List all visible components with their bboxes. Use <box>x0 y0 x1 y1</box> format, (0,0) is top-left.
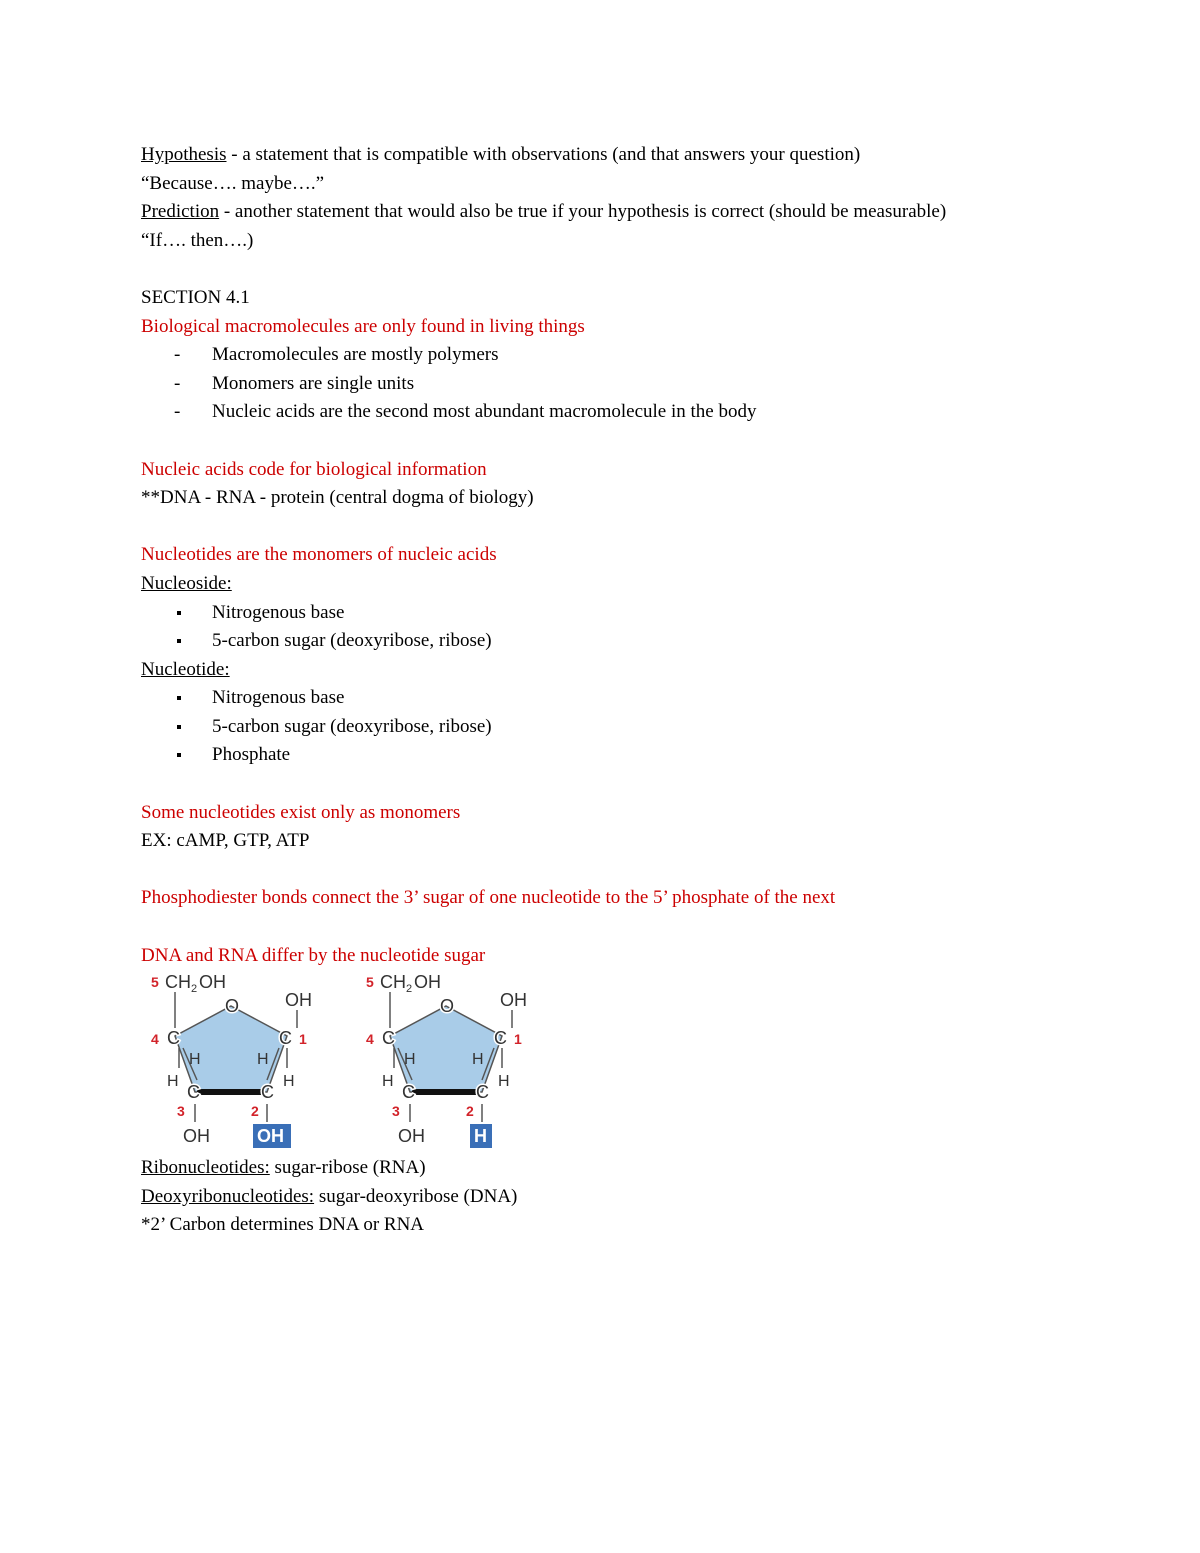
dash-marker: - <box>174 372 181 394</box>
hydrogen: H <box>167 1073 179 1091</box>
square-bullet-icon <box>177 725 181 729</box>
nucleotides-heading: Nucleotides are the monomers of nucleic acids <box>141 544 497 566</box>
central-dogma-line: **DNA - RNA - protein (central dogma of biology) <box>141 487 534 509</box>
list-item <box>141 741 1081 770</box>
carbon-number-5: 5 <box>366 974 374 991</box>
oh-group: OH <box>199 972 226 993</box>
prediction-definition: - another statement that would also be true if your hypothesis is correct (should be measurable) <box>219 201 947 223</box>
list-item-text: Monomers are single units <box>212 372 415 394</box>
hydrogen: H <box>257 1051 269 1069</box>
nucleotide-label: Nucleotide: <box>141 658 230 680</box>
carbon-2: C <box>476 1082 489 1103</box>
bottom-oh: OH <box>183 1126 210 1147</box>
spacer <box>141 255 1081 284</box>
list-item <box>141 599 1081 628</box>
list-item <box>141 713 1081 742</box>
section-heading: SECTION 4.1 <box>141 286 250 308</box>
highlight-2-h: H <box>474 1126 487 1147</box>
carbon-3: C <box>402 1082 415 1103</box>
ring-oxygen: O <box>225 996 240 1017</box>
list-item <box>141 370 1081 399</box>
carbon-2: C <box>261 1082 274 1103</box>
square-bullet-icon <box>177 753 181 757</box>
carbon-number-1: 1 <box>514 1031 522 1048</box>
spacer <box>141 770 1081 799</box>
ring-oxygen: O <box>440 996 455 1017</box>
if-then-line: “If…. then….) <box>141 229 254 251</box>
subscript-2: 2 <box>191 983 198 996</box>
carbon-3: C <box>187 1082 200 1103</box>
spacer <box>141 856 1081 885</box>
carbon-number-4: 4 <box>366 1031 374 1048</box>
document-page <box>141 141 1081 1240</box>
deoxyribose-diagram <box>364 970 527 1154</box>
carbon-number-1: 1 <box>299 1031 307 1048</box>
macromolecules-heading: Biological macromolecules are only found in living things <box>141 315 585 337</box>
square-bullet-icon <box>177 611 181 615</box>
deoxyribonucleotides-term: Deoxyribonucleotides: <box>141 1185 315 1207</box>
hypothesis-term: Hypothesis <box>141 144 227 165</box>
hydrogen: H <box>472 1051 484 1069</box>
hypothesis-definition: - a statement that is compatible with observations (and that answers your question) <box>226 144 861 165</box>
carbon-number-2: 2 <box>466 1103 474 1120</box>
monomers-heading: Some nucleotides exist only as monomers <box>141 801 461 823</box>
list-item-text: Nucleic acids are the second most abundant macromolecule in the body <box>212 401 757 423</box>
list-item-text: Phosphate <box>212 744 291 766</box>
carbon-4: C <box>382 1028 395 1049</box>
hydrogen: H <box>498 1073 510 1091</box>
carbon-number-5: 5 <box>151 974 159 991</box>
dash-marker: - <box>174 401 181 423</box>
square-bullet-icon <box>177 696 181 700</box>
ch2-label: CH <box>165 972 191 993</box>
top-oh: OH <box>285 990 312 1011</box>
highlight-2-oh: OH <box>257 1126 284 1147</box>
because-line: “Because…. maybe….” <box>141 172 325 194</box>
bottom-oh: OH <box>398 1126 425 1147</box>
sugar-heading: DNA and RNA differ by the nucleotide sugar <box>141 944 486 966</box>
carbon-note: *2’ Carbon determines DNA or RNA <box>141 1214 425 1236</box>
prediction-term: Prediction <box>141 201 220 223</box>
prediction-line <box>141 198 1081 227</box>
list-item <box>141 627 1081 656</box>
sugar-ring <box>175 1006 287 1092</box>
spacer <box>141 427 1081 456</box>
phosphodiester-heading: Phosphodiester bonds connect the 3’ sugar of one nucleotide to the 5’ phosphate of the next <box>141 887 836 909</box>
carbon-number-2: 2 <box>251 1103 259 1120</box>
list-item <box>141 398 1081 427</box>
spacer <box>141 513 1081 542</box>
carbon-1: C <box>494 1028 507 1049</box>
carbon-4: C <box>167 1028 180 1049</box>
hypothesis-line <box>141 141 1081 170</box>
hydrogen: H <box>404 1051 416 1069</box>
deoxyribonucleotides-line <box>141 1183 1081 1212</box>
list-item-text: Nitrogenous base <box>212 687 345 709</box>
subscript-2: 2 <box>406 983 413 996</box>
ch2-label: CH <box>380 972 406 993</box>
oh-group: OH <box>414 972 441 993</box>
ribonucleotides-term: Ribonucleotides: <box>141 1157 270 1179</box>
square-bullet-icon <box>177 639 181 643</box>
nucleic-acids-heading: Nucleic acids code for biological information <box>141 458 487 480</box>
top-oh: OH <box>500 990 527 1011</box>
carbon-number-3: 3 <box>177 1103 185 1120</box>
nucleoside-label: Nucleoside: <box>141 572 232 594</box>
ribose-diagram <box>149 970 312 1154</box>
carbon-number-3: 3 <box>392 1103 400 1120</box>
hydrogen: H <box>189 1051 201 1069</box>
ribonucleotides-line <box>141 1154 1081 1183</box>
examples-line: EX: cAMP, GTP, ATP <box>141 830 310 852</box>
sugar-ring <box>390 1006 502 1092</box>
list-item-text: Nitrogenous base <box>212 601 345 623</box>
hydrogen: H <box>283 1073 295 1091</box>
ribonucleotides-definition: sugar-ribose (RNA) <box>269 1157 426 1179</box>
deoxyribonucleotides-definition: sugar-deoxyribose (DNA) <box>314 1185 518 1207</box>
sugar-diagrams <box>141 970 1081 1154</box>
list-item <box>141 684 1081 713</box>
list-item-text: Macromolecules are mostly polymers <box>212 344 499 366</box>
carbon-1: C <box>279 1028 292 1049</box>
carbon-number-4: 4 <box>151 1031 159 1048</box>
list-item <box>141 341 1081 370</box>
list-item-text: 5-carbon sugar (deoxyribose, ribose) <box>212 715 492 737</box>
hydrogen: H <box>382 1073 394 1091</box>
dash-marker: - <box>174 344 181 366</box>
spacer <box>141 913 1081 942</box>
list-item-text: 5-carbon sugar (deoxyribose, ribose) <box>212 630 492 652</box>
